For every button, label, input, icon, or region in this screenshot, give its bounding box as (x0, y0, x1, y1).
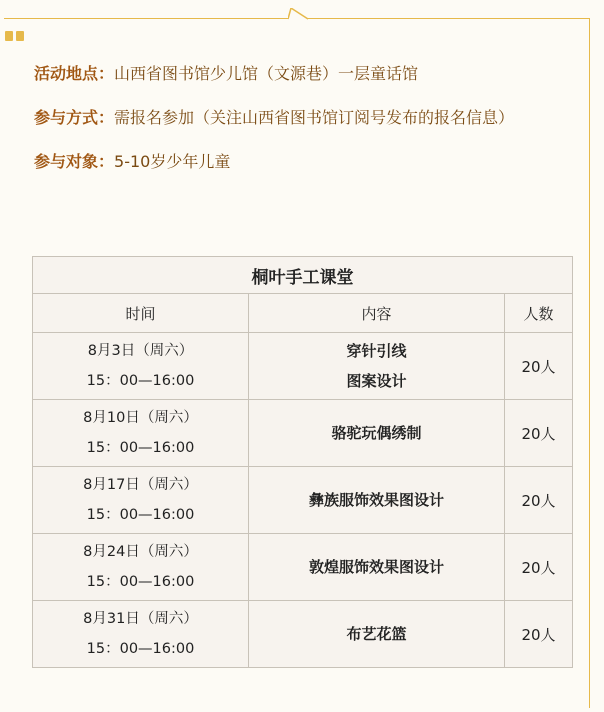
table-title: 桐叶手工课堂 (33, 257, 573, 294)
content-cell (249, 333, 505, 400)
session-time: 15：00—16:00 (86, 373, 195, 389)
table-row (33, 467, 573, 534)
table-row (33, 400, 573, 467)
info-label: 参与方式： (34, 108, 115, 127)
session-time: 15：00—16:00 (86, 440, 195, 456)
frame-notch (288, 8, 308, 28)
info-method (34, 102, 579, 134)
session-content: 彝族服饰效果图设计 (308, 491, 444, 509)
info-location (34, 58, 579, 90)
table-row (33, 534, 573, 601)
content-cell (249, 534, 505, 601)
content-cell (249, 467, 505, 534)
session-time: 15：00—16:00 (86, 574, 195, 590)
quote-mark-icon (4, 28, 26, 42)
session-content: 穿针引线 (346, 342, 407, 360)
time-cell (33, 333, 249, 400)
table-row (33, 333, 573, 400)
info-value: 山西省图书馆少儿馆（文源巷）一层童话馆 (114, 64, 419, 83)
session-date: 8月24日（周六） (83, 544, 198, 560)
header-count: 人数 (505, 294, 573, 333)
event-info (34, 58, 579, 178)
info-audience (34, 146, 579, 178)
header-content: 内容 (249, 294, 505, 333)
time-cell (33, 467, 249, 534)
schedule-table (32, 256, 573, 668)
session-content: 骆驼玩偶绣制 (331, 424, 422, 442)
header-time: 时间 (33, 294, 249, 333)
time-cell (33, 534, 249, 601)
content-cell (249, 400, 505, 467)
info-label: 活动地点： (34, 64, 115, 83)
info-value: 需报名参加（关注山西省图书馆订阅号发布的报名信息） (114, 108, 515, 127)
count-cell: 20人 (505, 534, 573, 601)
session-content: 图案设计 (346, 372, 407, 390)
session-date: 8月10日（周六） (83, 410, 198, 426)
session-date: 8月17日（周六） (83, 477, 198, 493)
time-cell (33, 601, 249, 668)
info-label: 参与对象： (34, 152, 115, 171)
info-value: 5-10岁少年儿童 (114, 152, 231, 171)
session-date: 8月31日（周六） (83, 611, 198, 627)
session-content: 布艺花篮 (346, 625, 407, 643)
count-cell: 20人 (505, 467, 573, 534)
content-cell (249, 601, 505, 668)
session-time: 15：00—16:00 (86, 641, 195, 657)
table-row (33, 601, 573, 668)
time-cell (33, 400, 249, 467)
count-cell: 20人 (505, 601, 573, 668)
count-cell: 20人 (505, 333, 573, 400)
session-time: 15：00—16:00 (86, 507, 195, 523)
count-cell: 20人 (505, 400, 573, 467)
session-content: 敦煌服饰效果图设计 (308, 558, 444, 576)
session-date: 8月3日（周六） (87, 343, 194, 359)
